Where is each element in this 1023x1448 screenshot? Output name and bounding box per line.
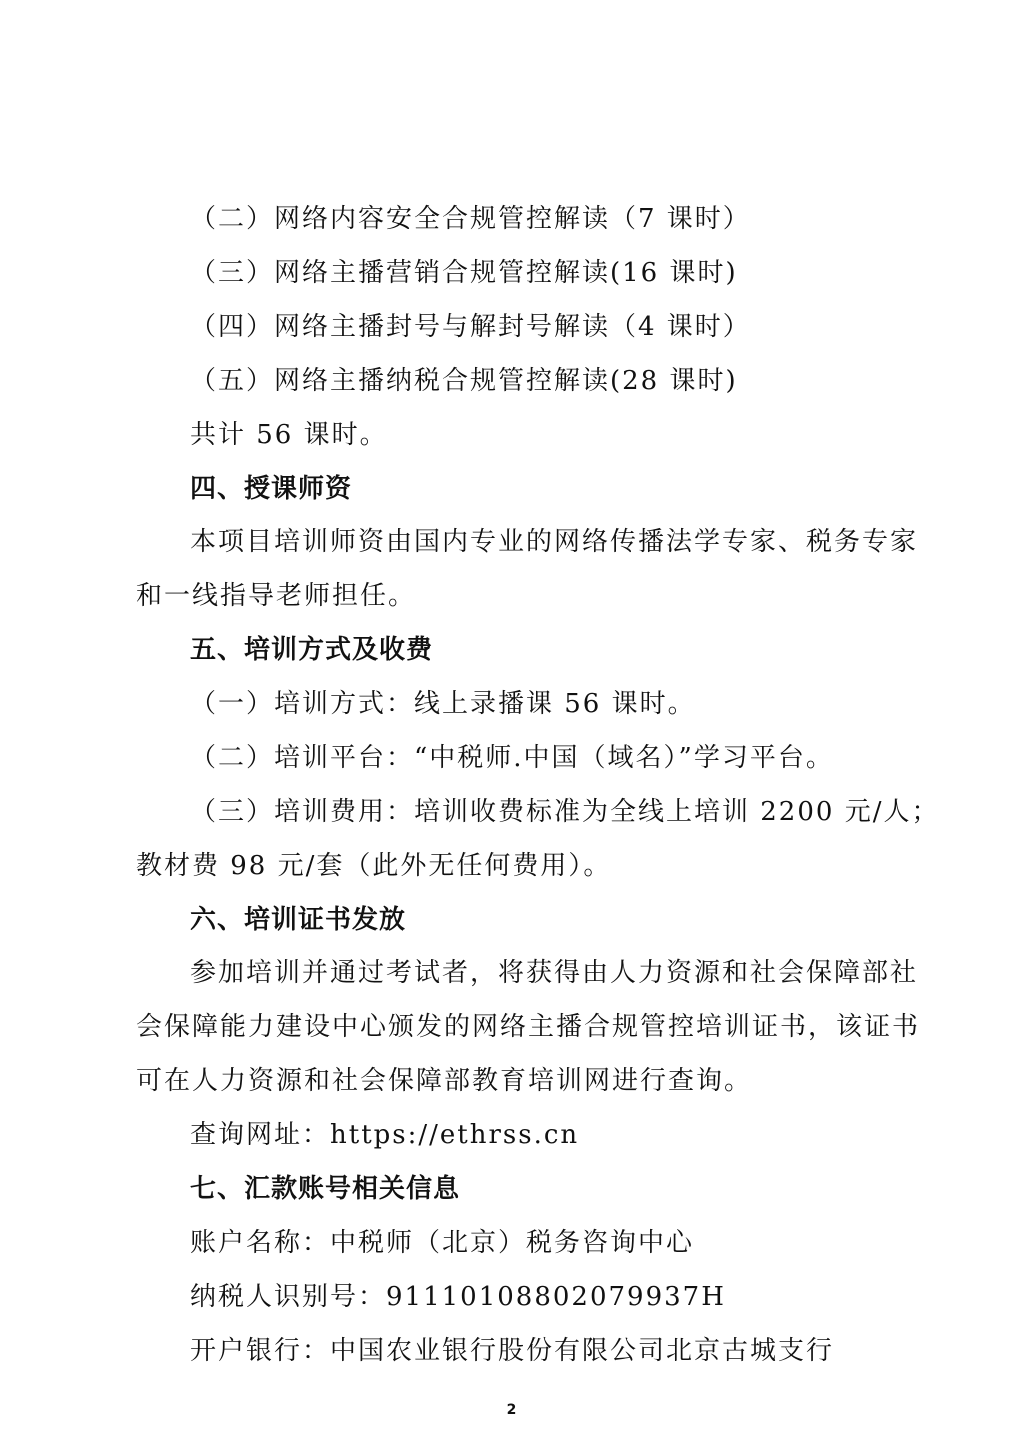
training-method: （一）培训方式：线上录播课 56 课时。 xyxy=(190,689,696,719)
training-fee-line-2: 教材费 98 元/套（此外无任何费用）。 xyxy=(136,851,612,881)
paragraph-certificate-line-3: 可在人力资源和社会保障部教育培训网进行查询。 xyxy=(136,1066,753,1096)
training-platform: （二）培训平台：“中税师.中国（域名）”学习平台。 xyxy=(190,743,834,773)
section-heading-certificate: 六、培训证书发放 xyxy=(190,905,407,935)
paragraph-instructors-line-1: 本项目培训师资由国内专业的网络传播法学专家、税务专家 xyxy=(190,527,919,557)
paragraph-certificate-line-1: 参加培训并通过考试者，将获得由人力资源和社会保障部社 xyxy=(190,958,919,988)
taxpayer-id: 纳税人识别号：91110108802079937H xyxy=(190,1282,726,1312)
course-item-5: （五）网络主播纳税合规管控解读(28 课时) xyxy=(190,366,738,396)
page-number: 2 xyxy=(506,1402,517,1418)
bank-name: 开户银行：中国农业银行股份有限公司北京古城支行 xyxy=(190,1336,835,1366)
paragraph-instructors-line-2: 和一线指导老师担任。 xyxy=(136,581,417,611)
paragraph-certificate-line-2: 会保障能力建设中心颁发的网络主播合规管控培训证书，该证书 xyxy=(136,1012,921,1042)
course-total: 共计 56 课时。 xyxy=(190,420,388,450)
account-name: 账户名称：中税师（北京）税务咨询中心 xyxy=(190,1228,695,1258)
section-heading-instructors: 四、授课师资 xyxy=(190,474,353,504)
course-item-3: （三）网络主播营销合规管控解读(16 课时) xyxy=(190,258,738,288)
section-heading-training-fees: 五、培训方式及收费 xyxy=(190,635,434,665)
training-fee-line-1: （三）培训费用：培训收费标准为全线上培训 2200 元/人； xyxy=(190,797,940,827)
course-item-4: （四）网络主播封号与解封号解读（4 课时） xyxy=(190,312,751,342)
query-url: 查询网址：https://ethrss.cn xyxy=(190,1120,580,1150)
section-heading-remittance: 七、汇款账号相关信息 xyxy=(190,1174,461,1204)
course-item-2: （二）网络内容安全合规管控解读（7 课时） xyxy=(190,204,751,234)
